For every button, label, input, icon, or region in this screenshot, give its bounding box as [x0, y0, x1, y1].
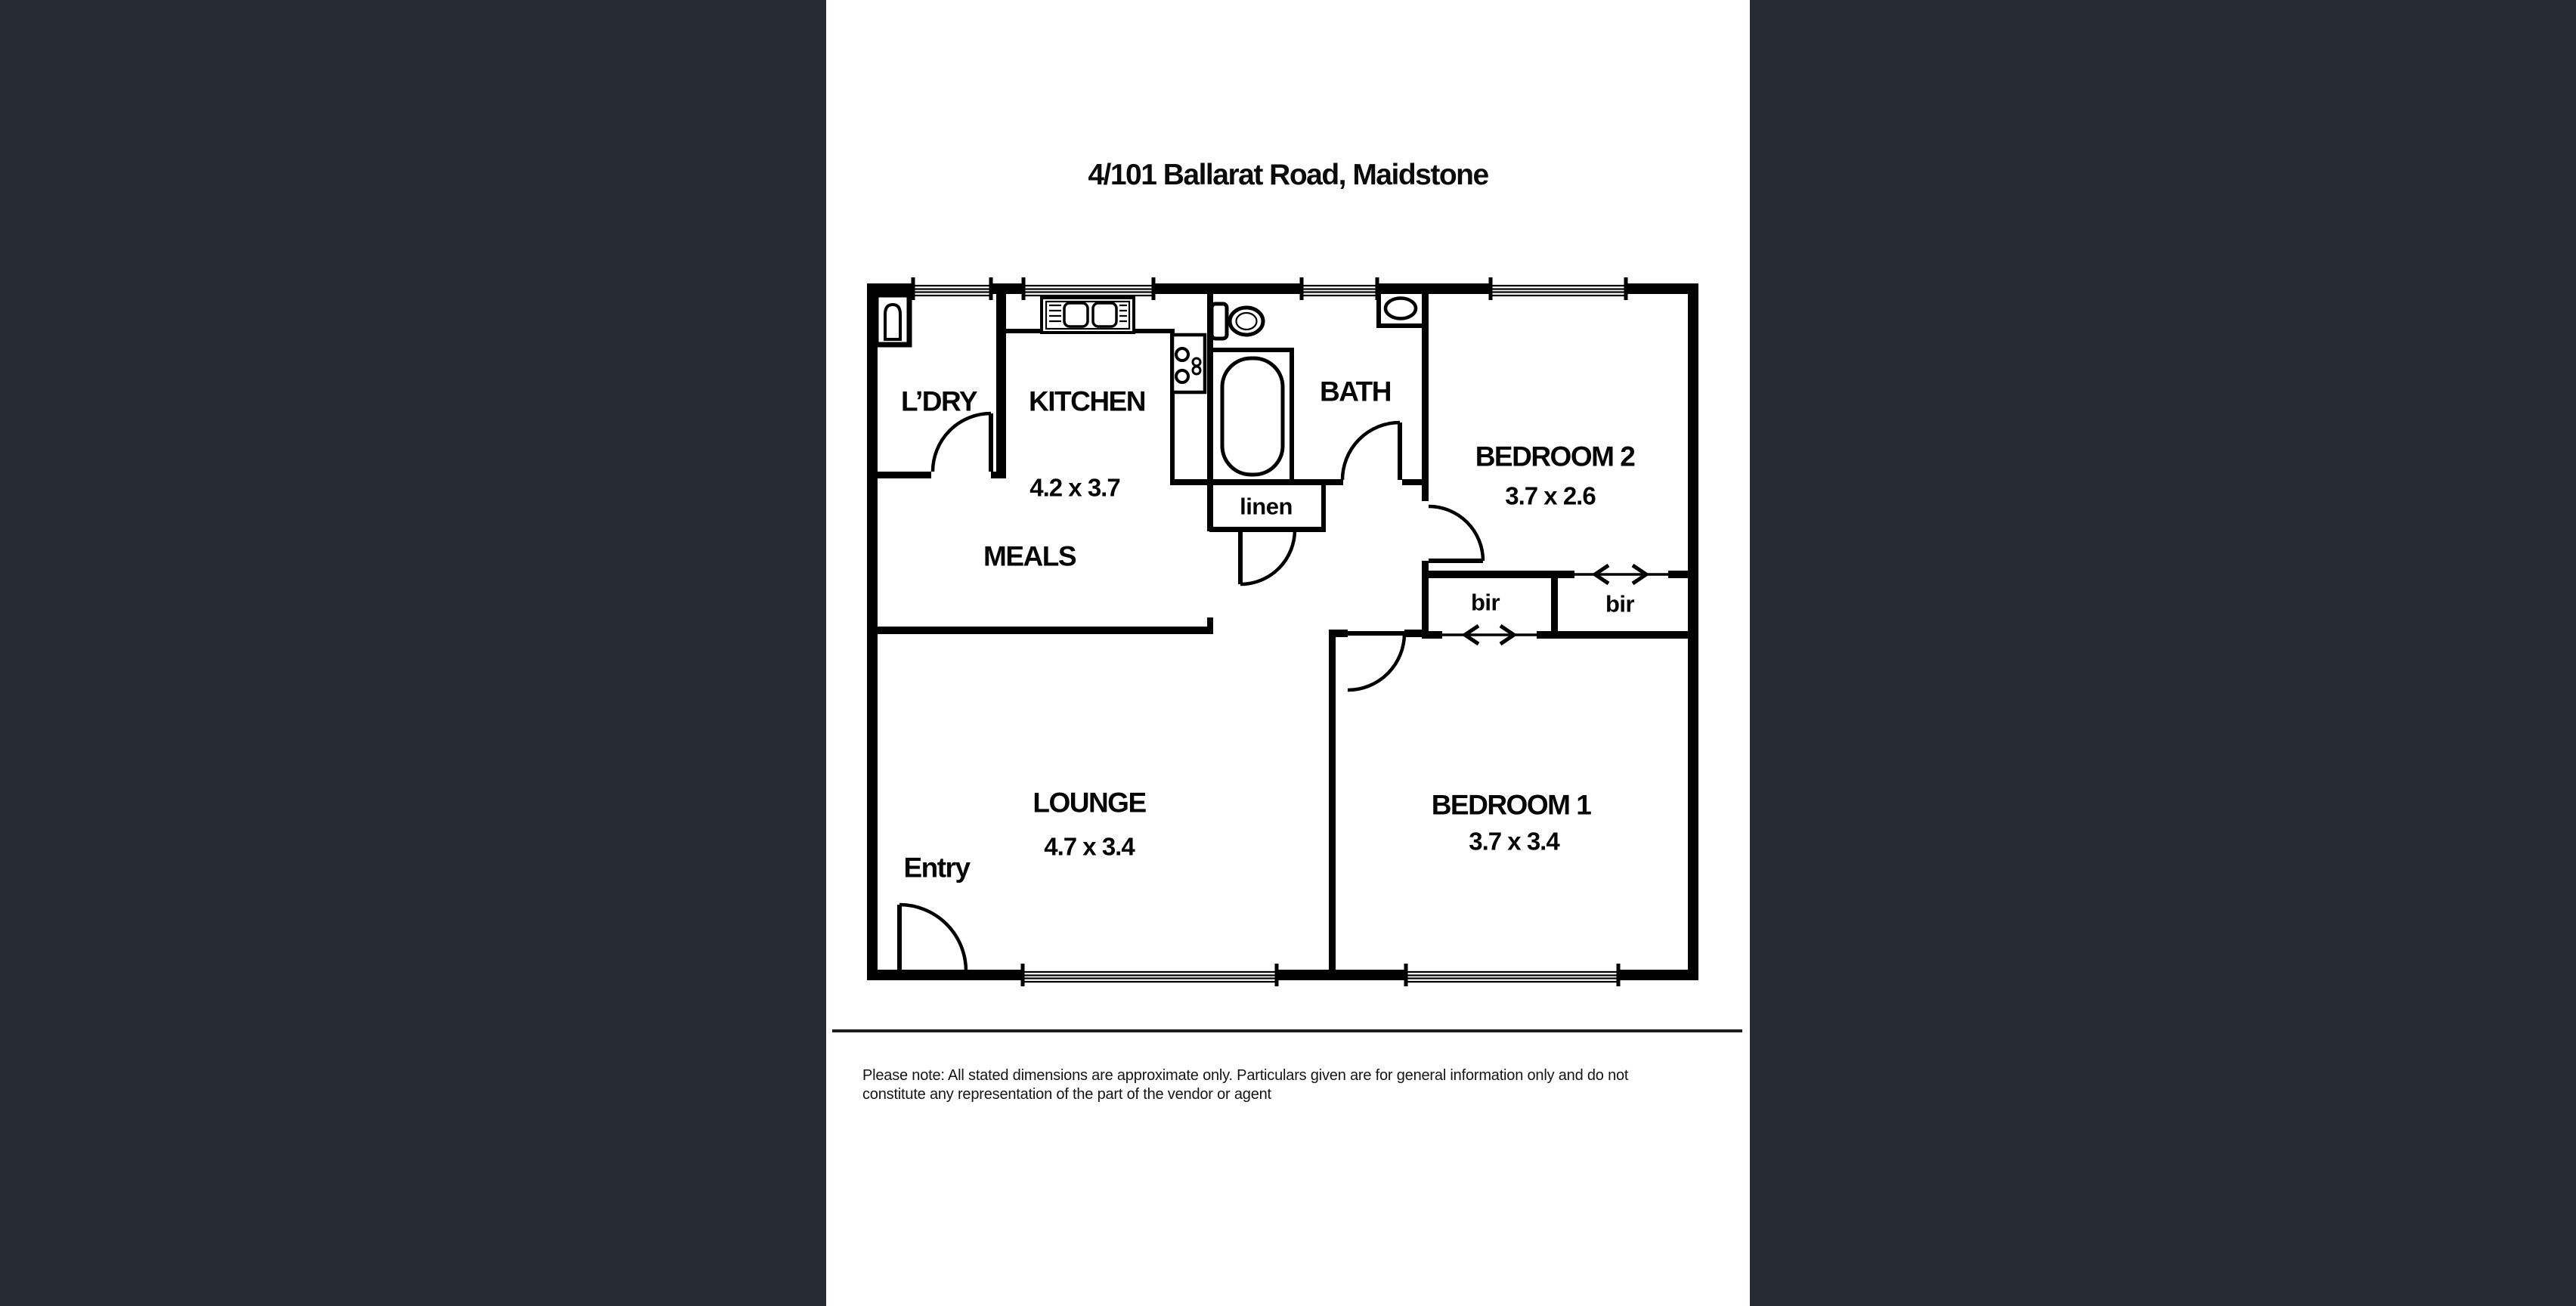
room-label-bir-right: bir [1605, 590, 1635, 617]
doors [899, 413, 1483, 971]
wall-segment [1170, 479, 1343, 485]
wall-segment [1551, 571, 1558, 639]
wall-segment [991, 472, 1006, 478]
bath-door [1342, 422, 1400, 480]
toilet-icon [1212, 304, 1263, 339]
window [1302, 277, 1377, 300]
disclaimer-line-2: constitute any representation of the part of the vendor or agent [862, 1086, 1271, 1103]
room-label-bath: BATH [1319, 376, 1392, 407]
disclaimer-note [862, 1066, 1766, 1104]
room-label-entry: Entry [903, 852, 970, 884]
sliding-door-arrow [1442, 626, 1537, 644]
sliding-door-arrow [1574, 565, 1668, 583]
stove-icon [1172, 335, 1205, 392]
room-dim-bedroom1: 3.7 x 3.4 [1469, 827, 1559, 856]
door-arc [1240, 530, 1295, 584]
door-arc [1342, 422, 1400, 480]
wall-segment [1688, 283, 1698, 980]
window [913, 277, 991, 300]
wall-segment [996, 294, 1006, 478]
wall-segment [1404, 630, 1423, 637]
entry-door [899, 905, 966, 971]
room-label-meals: MEALS [983, 540, 1076, 572]
room-label-bedroom2: BEDROOM 2 [1475, 441, 1635, 472]
room-label-lounge: LOUNGE [1033, 787, 1146, 819]
room-label-kitchen: KITCHEN [1029, 385, 1145, 417]
room-dim-lounge: 4.7 x 3.4 [1044, 832, 1135, 861]
disclaimer-line-1: Please note: All stated dimensions are approximate only. Particulars given are for general information only and do not [862, 1067, 1629, 1084]
door-arc [1348, 633, 1404, 690]
wall-segment [1402, 479, 1422, 485]
window [1023, 964, 1277, 986]
wall-segment [1668, 571, 1688, 578]
page-title: 4/101 Ballarat Road, Maidstone [1088, 159, 1488, 191]
wall-segment [1213, 348, 1294, 352]
wall-segment [878, 627, 1213, 634]
laundry-trough-icon [876, 295, 909, 345]
wall-segment [1209, 527, 1326, 532]
footer-divider [832, 1029, 1742, 1032]
room-label-ldry: L’DRY [900, 385, 977, 417]
door-arc [1429, 506, 1483, 561]
bedroom2-door [1429, 506, 1483, 561]
room-label-bir-left: bir [1470, 589, 1500, 616]
wall-segment [878, 472, 931, 478]
wall-segment [1207, 617, 1213, 627]
window [1406, 964, 1618, 986]
room-dim-kitchen: 4.2 x 3.7 [1029, 473, 1120, 502]
wall-segment [1329, 630, 1336, 970]
door-arc [899, 905, 966, 971]
window [1491, 277, 1626, 300]
kitchen-sink-icon [1042, 298, 1134, 333]
room-label-bedroom1: BEDROOM 1 [1431, 789, 1591, 821]
door-arc [933, 413, 991, 472]
wall-segment [1537, 631, 1688, 639]
wall-segment [1321, 484, 1326, 531]
room-label-linen: linen [1240, 493, 1293, 520]
bathtub-icon [1222, 358, 1283, 475]
laundry-door [933, 413, 991, 472]
wall-segment [1290, 348, 1294, 484]
bedroom1-door [1348, 633, 1404, 690]
wall-segment [867, 283, 878, 980]
hall-door [1240, 530, 1295, 584]
wall-segment [1422, 631, 1442, 639]
basin-icon [1376, 294, 1426, 328]
room-dim-bedroom2: 3.7 x 2.6 [1505, 481, 1596, 510]
